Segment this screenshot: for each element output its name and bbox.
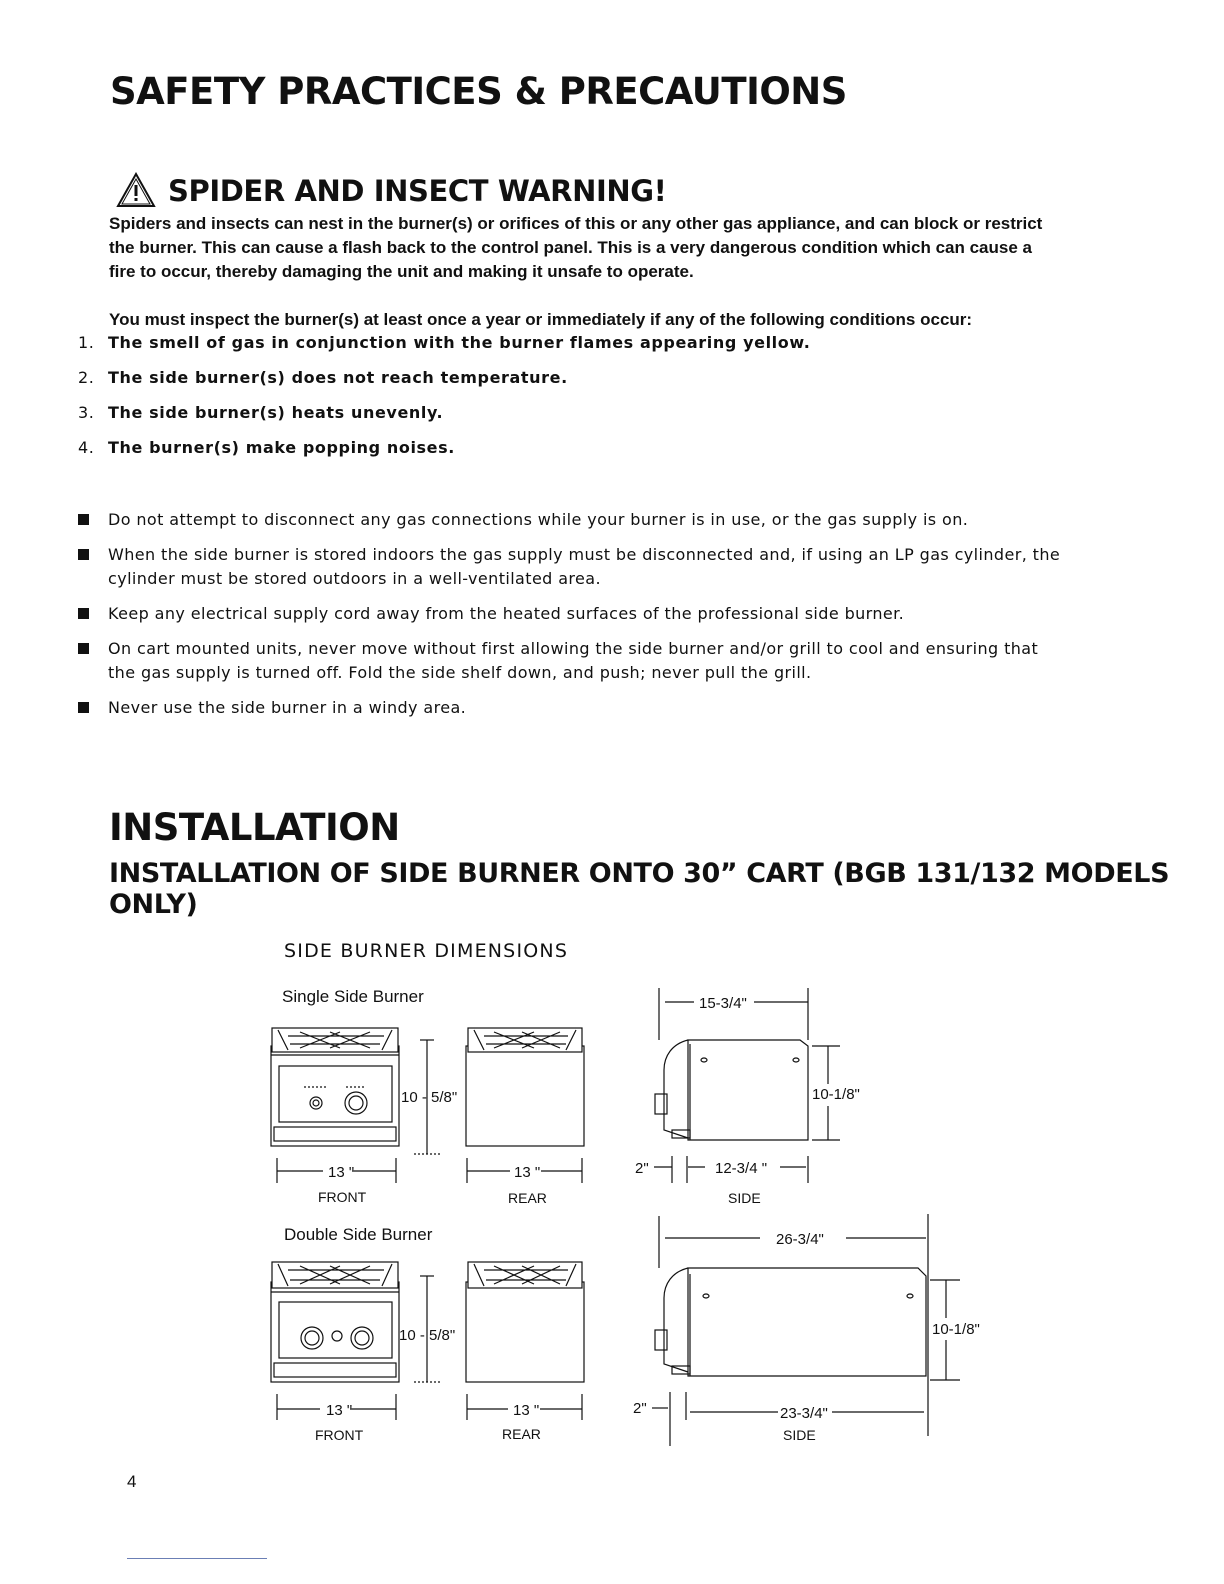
double-rear-view xyxy=(466,1262,584,1382)
warning-paragraph-line: Spiders and insects can nest in the burner(s) or orifices of this or any other gas appliance, and can block or restrict xyxy=(109,214,1043,233)
double-front-label: FRONT xyxy=(315,1427,364,1443)
double-rear-label: REAR xyxy=(502,1426,541,1442)
double-side-offset-label: 2" xyxy=(633,1400,647,1417)
single-front-view xyxy=(271,1028,399,1146)
single-side-offset-label: 2" xyxy=(635,1160,649,1177)
warning-paragraph xyxy=(109,212,1119,284)
inspection-instruction: You must inspect the burner(s) at least once a year or immediately if any of the following conditions occur: xyxy=(109,310,973,329)
single-rear-view xyxy=(466,1028,584,1146)
double-side-label: SIDE xyxy=(783,1427,816,1443)
single-height-label: 10 - 5/8" xyxy=(401,1089,458,1106)
double-side-view xyxy=(655,1268,926,1376)
double-rear-width-label: 13 " xyxy=(513,1402,540,1419)
bullet-square-icon xyxy=(78,514,89,525)
installation-heading: INSTALLATION xyxy=(109,806,400,849)
double-front-width-label: 13 " xyxy=(326,1402,353,1419)
single-side-label: SIDE xyxy=(728,1190,761,1206)
list-item: 1. The smell of gas in conjunction with the burner flames appearing yellow. xyxy=(78,333,811,352)
double-height-label: 10 - 5/8" xyxy=(399,1327,456,1344)
bullet-square-icon xyxy=(78,643,89,654)
single-side-height-label: 10-1/8" xyxy=(812,1086,860,1103)
single-rear-width-label: 13 " xyxy=(514,1164,541,1181)
list-item: Never use the side burner in a windy area. xyxy=(108,696,1138,720)
double-burner-label: Double Side Burner xyxy=(284,1225,433,1244)
single-side-top-width-label: 15-3/4" xyxy=(699,995,747,1012)
bullet-square-icon xyxy=(78,549,89,560)
page-title-safety: SAFETY PRACTICES & PRECAUTIONS xyxy=(110,70,847,113)
warning-title: SPIDER AND INSECT WARNING! xyxy=(168,174,667,208)
conditions-list xyxy=(78,333,1108,473)
single-burner-label: Single Side Burner xyxy=(282,987,424,1006)
precautions-list xyxy=(108,508,1138,731)
page-number: 4 xyxy=(127,1472,137,1491)
dimensions-title: SIDE BURNER DIMENSIONS xyxy=(284,940,569,962)
single-front-label: FRONT xyxy=(318,1189,367,1205)
single-front-width-label: 13 " xyxy=(328,1164,355,1181)
list-item: Do not attempt to disconnect any gas connections while your burner is in use, or the gas supply is on. xyxy=(108,508,1138,532)
list-item: When the side burner is stored indoors the gas supply must be disconnected and, if using an LP gas cylinder, the cylinder must be stored outdoors in a well-ventilated area. xyxy=(108,543,1138,591)
list-item: 2. The side burner(s) does not reach temperature. xyxy=(78,368,568,387)
list-item: 4. The burner(s) make popping noises. xyxy=(78,438,455,457)
double-front-view xyxy=(271,1262,399,1382)
single-rear-label: REAR xyxy=(508,1190,547,1206)
double-side-top-width-label: 26-3/4" xyxy=(776,1231,824,1248)
warning-paragraph-line: fire to occur, thereby damaging the unit and making it unsafe to operate. xyxy=(109,262,694,281)
bullet-square-icon xyxy=(78,702,89,713)
warning-paragraph-line: the burner. This can cause a flash back to the control panel. This is a very dangerous condition which can cause a xyxy=(109,238,1032,257)
list-item: Keep any electrical supply cord away from the heated surfaces of the professional side burner. xyxy=(108,602,1138,626)
warning-triangle-icon xyxy=(116,172,156,208)
footer-rule xyxy=(127,1558,267,1559)
double-side-bottom-width-label: 23-3/4" xyxy=(780,1405,828,1422)
double-side-height-label: 10-1/8" xyxy=(932,1321,980,1338)
installation-subheading: INSTALLATION OF SIDE BURNER ONTO 30” CART (BGB 131/132 MODELS ONLY) xyxy=(109,858,1170,920)
bullet-square-icon xyxy=(78,608,89,619)
list-item: 3. The side burner(s) heats unevenly. xyxy=(78,403,444,422)
single-side-bottom-width-label: 12-3/4 " xyxy=(715,1160,768,1177)
single-side-view xyxy=(655,1040,808,1140)
list-item: On cart mounted units, never move without first allowing the side burner and/or grill to cool and ensuring that the gas supply is turned off. Fold the side shelf down, and push; never pull the grill. xyxy=(108,637,1138,685)
